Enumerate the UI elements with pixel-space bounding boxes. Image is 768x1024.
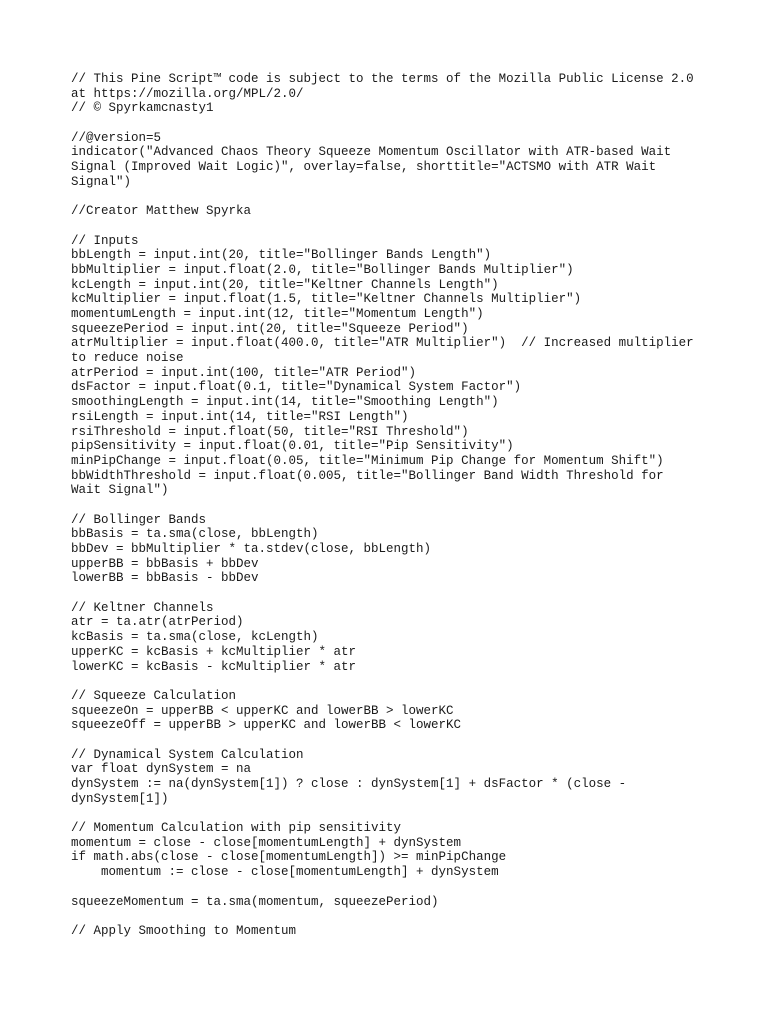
- code-line: squeezePeriod = input.int(20, title="Squeeze Period"): [71, 321, 469, 336]
- code-line: // This Pine Script™ code is subject to the terms of the Mozilla Public License 2.0: [71, 72, 694, 86]
- code-line: // Apply Smoothing to Momentum: [71, 923, 297, 938]
- code-line: kcLength = input.int(20, title="Keltner Channels Length"): [71, 277, 499, 292]
- code-line: // Momentum Calculation with pip sensitivity: [71, 821, 402, 836]
- code-line: dynSystem := na(dynSystem[1]) ? close : dynSystem[1] + dsFactor * (close -: [71, 777, 627, 791]
- code-line: [71, 586, 711, 601]
- code-line: upperKC = kcBasis + kcMultiplier * atr: [71, 644, 357, 659]
- code-line: rsiLength = input.int(14, title="RSI Length"): [71, 409, 409, 424]
- code-line: Signal (Improved Wait Logic)", overlay=false, shorttitle="ACTSMO with ATR Wait: [71, 160, 657, 175]
- code-line: smoothingLength = input.int(14, title="Smoothing Length"): [71, 395, 499, 410]
- code-line: lowerBB = bbBasis - bbDev: [71, 571, 259, 586]
- code-line: squeezeOff = upperBB > upperKC and lowerBB < lowerKC: [71, 718, 462, 733]
- code-line: rsiThreshold = input.float(50, title="RSI Threshold"): [71, 424, 469, 439]
- code-line: upperBB = bbBasis + bbDev: [71, 556, 259, 571]
- code-line: dsFactor = input.float(0.1, title="Dynamical System Factor"): [71, 380, 522, 395]
- code-line: [71, 219, 711, 234]
- code-line: lowerKC = kcBasis - kcMultiplier * atr: [71, 659, 357, 674]
- code-line: squeezeMomentum = ta.sma(momentum, squeezePeriod): [71, 894, 439, 909]
- code-line: bbLength = input.int(20, title="Bollinger Bands Length"): [71, 248, 492, 263]
- code-line: [71, 880, 711, 895]
- code-line: [71, 806, 711, 821]
- code-line: bbBasis = ta.sma(close, bbLength): [71, 527, 319, 542]
- code-line: var float dynSystem = na: [71, 762, 252, 777]
- code-line: atrPeriod = input.int(100, title="ATR Period"): [71, 365, 417, 380]
- code-line: bbWidthThreshold = input.float(0.005, title="Bollinger Band Width Threshold for: [71, 468, 664, 483]
- code-line: [71, 190, 711, 205]
- code-line: // © Spyrkamcnasty1: [71, 101, 214, 116]
- code-line: atrMultiplier = input.float(400.0, title="ATR Multiplier") // Increased multiplier: [71, 336, 694, 351]
- code-line: minPipChange = input.float(0.05, title="Minimum Pip Change for Momentum Shift"): [71, 453, 664, 468]
- code-line: atr = ta.atr(atrPeriod): [71, 615, 244, 630]
- code-line: // Squeeze Calculation: [71, 688, 237, 703]
- code-line: [71, 674, 711, 689]
- code-line: squeezeOn = upperBB < upperKC and lowerBB > lowerKC: [71, 703, 454, 718]
- code-line: if math.abs(close - close[momentumLength]) >= minPipChange: [71, 850, 507, 865]
- code-line: to reduce noise: [71, 351, 184, 366]
- code-line: momentum = close - close[momentumLength] + dynSystem: [71, 835, 462, 850]
- code-line: Wait Signal"): [71, 483, 169, 498]
- code-line: [71, 733, 711, 748]
- code-line: bbMultiplier = input.float(2.0, title="Bollinger Bands Multiplier"): [71, 262, 574, 277]
- code-text-block: [71, 72, 711, 939]
- code-line: // Keltner Channels: [71, 600, 214, 615]
- code-line: bbDev = bbMultiplier * ta.stdev(close, bbLength): [71, 542, 432, 556]
- code-line: //@version=5: [71, 130, 162, 145]
- code-line: // Dynamical System Calculation: [71, 747, 304, 762]
- code-line: kcBasis = ta.sma(close, kcLength): [71, 630, 319, 645]
- code-line: [71, 498, 711, 513]
- code-line: // Inputs: [71, 233, 139, 248]
- code-line: momentumLength = input.int(12, title="Momentum Length"): [71, 307, 484, 321]
- code-line: dynSystem[1]): [71, 791, 169, 806]
- code-line: kcMultiplier = input.float(1.5, title="Keltner Channels Multiplier"): [71, 292, 582, 307]
- code-line: momentum := close - close[momentumLength] + dynSystem: [71, 865, 499, 880]
- code-line: Signal"): [71, 174, 132, 189]
- code-line: // Bollinger Bands: [71, 512, 207, 527]
- code-line: [71, 909, 711, 924]
- code-line: pipSensitivity = input.float(0.01, title="Pip Sensitivity"): [71, 439, 514, 454]
- code-line: indicator("Advanced Chaos Theory Squeeze Momentum Oscillator with ATR-based Wait: [71, 145, 672, 160]
- code-line: //Creator Matthew Spyrka: [71, 204, 252, 219]
- code-line: [71, 116, 711, 131]
- code-line: at https://mozilla.org/MPL/2.0/: [71, 86, 304, 101]
